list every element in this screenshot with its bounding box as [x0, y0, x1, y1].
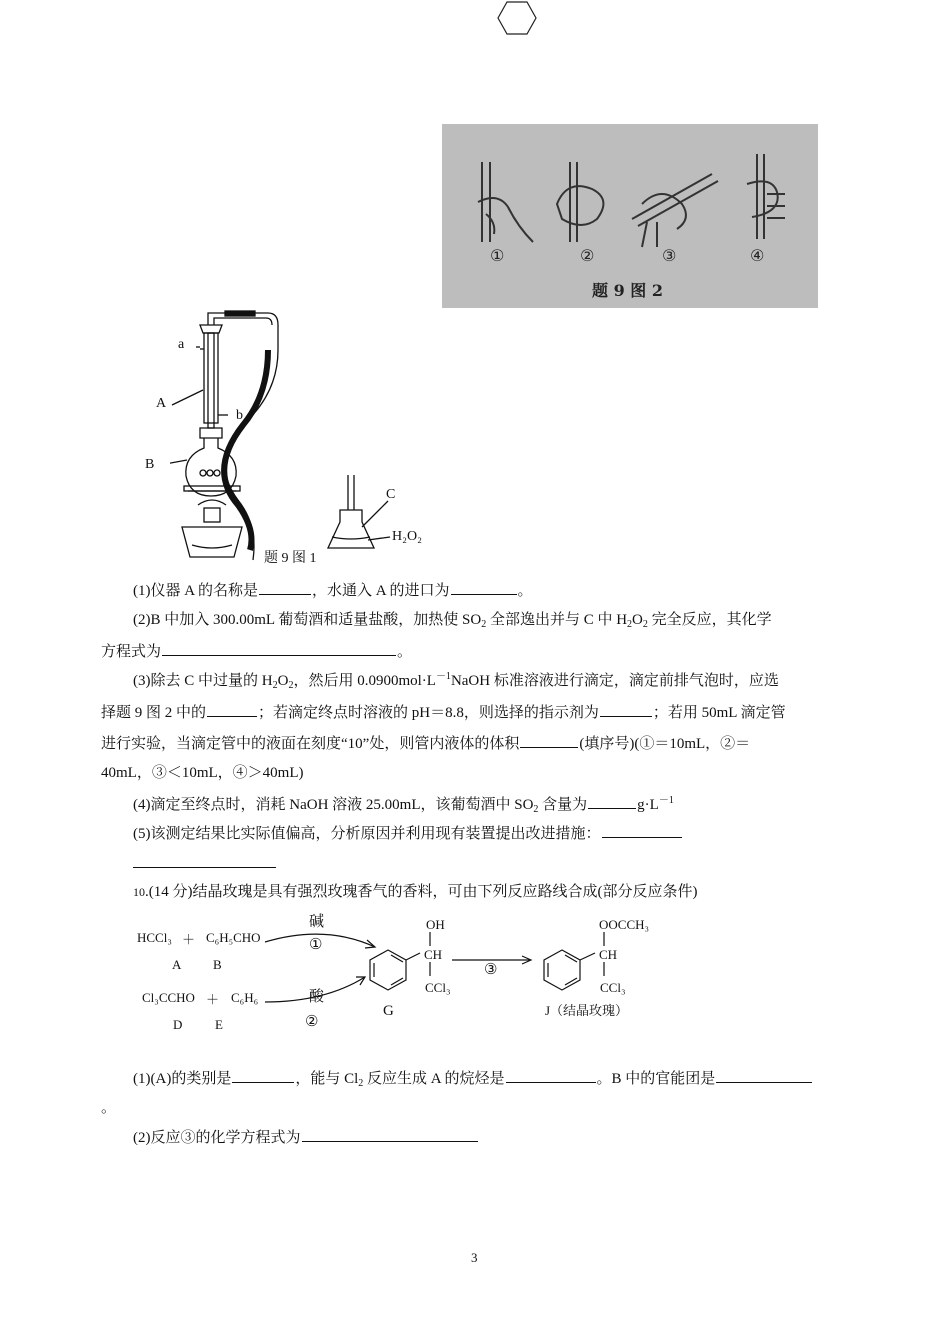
q9-part1: (1)仪器 A 的名称是 ，水通入 A 的进口为 。 [133, 580, 533, 601]
j-oocch3: OOCCH₃ [599, 917, 650, 932]
q10-part1-end: 。 [101, 1100, 117, 1116]
q9-part4: (4)滴定至终点时，消耗 NaOH 溶液 25.00mL，该葡萄酒中 $SO_2$ 含量为 $g\cdot L^{-1}$ [133, 795, 674, 815]
q9-part3-line1: (3)除去 C 中过量的 $H_2O_2$，然后用 $0.0900mol\cdot L^{-1}NaOH$ 标准溶液进行滴定，滴定前排气泡时，应选 [133, 671, 779, 691]
q9-part3-line4: 40mL，③＜10mL，④＞40mL) [101, 765, 304, 781]
q9-part5: (5)该测定结果比实际值偏高，分析原因并利用现有装置提出改进措施： [133, 823, 683, 844]
label-a: a [178, 337, 185, 352]
photo-caption: 题 9 图 2 [592, 281, 663, 300]
label-h2o2: H₂O₂ [392, 529, 422, 544]
photo-label-4: ④ [750, 246, 765, 265]
q9-part2-line1: (2)B 中加入 300.00mL 葡萄酒和适量盐酸，加热使 $SO_2$ 全部逸出并与 C 中 $H_2O_2$ 完全反应，其化学 [133, 612, 772, 630]
q9-part3-line3: 进行实验，当滴定管中的液面在刻度“10”处，则管内液体的体积 (填序号)(①＝10mL，②＝ [101, 733, 750, 754]
step-1: ① [309, 937, 323, 953]
label-B-compound: B [213, 957, 222, 972]
label-E-compound: E [215, 1017, 223, 1032]
reactant-cl3ccho: Cl₃CCHO [142, 990, 195, 1005]
g-ch: CH [424, 947, 443, 962]
reactant-hccl3: HCCl₃ [137, 930, 172, 945]
label-b: b [236, 408, 243, 423]
j-ch: CH [599, 947, 618, 962]
q9-part3-line2: 择题 9 图 2 中的 ；若滴定终点时溶液的 pH＝8.8，则选择的指示剂为 ；若用 50mL 滴定管 [101, 702, 786, 723]
label-D-compound: D [173, 1017, 183, 1032]
j-ccl3: CCl₃ [600, 980, 626, 995]
condition-base: 碱 [309, 914, 325, 930]
label-C: C [386, 487, 396, 502]
q10-part1: (1)(A)的类别是 ，能与 $Cl_2$ 反应生成 A 的烷烃是 。B 中的官能团是 [133, 1068, 813, 1089]
g-label: G [383, 1003, 394, 1019]
label-B: B [145, 457, 155, 472]
reactant-c6h6: C₆H₆ [231, 990, 259, 1005]
plus-2: ＋ [206, 992, 220, 1007]
q9-part2-line2: 方程式为 。 [101, 641, 412, 662]
q10-intro: 10.(14 分)结晶玫瑰是具有强烈玫瑰香气的香料，可由下列反应路线合成(部分反应条件) [133, 884, 698, 900]
page-number: 3 [471, 1250, 478, 1265]
q9-part5-answer-line [133, 867, 276, 868]
step-2: ② [305, 1014, 319, 1030]
condition-acid: 酸 [309, 989, 325, 1005]
g-ccl3: CCl₃ [425, 980, 451, 995]
step-3: ③ [484, 962, 498, 978]
plus-1: ＋ [182, 932, 196, 947]
label-A: A [156, 396, 167, 411]
label-A-compound: A [172, 957, 182, 972]
header-hexagon-icon [496, 0, 538, 36]
photo-label-3: ③ [662, 246, 677, 265]
photo-label-2: ② [580, 246, 595, 265]
j-label: J（结晶玫瑰） [545, 1003, 629, 1018]
q10-part2: (2)反应③的化学方程式为 [133, 1127, 479, 1148]
photo-label-1: ① [490, 246, 505, 265]
burette-handling-photo [442, 124, 818, 308]
g-oh: OH [426, 917, 445, 932]
apparatus-caption: 题 9 图 1 [264, 551, 317, 566]
reactant-c6h5cho: C₆H₅CHO [206, 930, 261, 945]
